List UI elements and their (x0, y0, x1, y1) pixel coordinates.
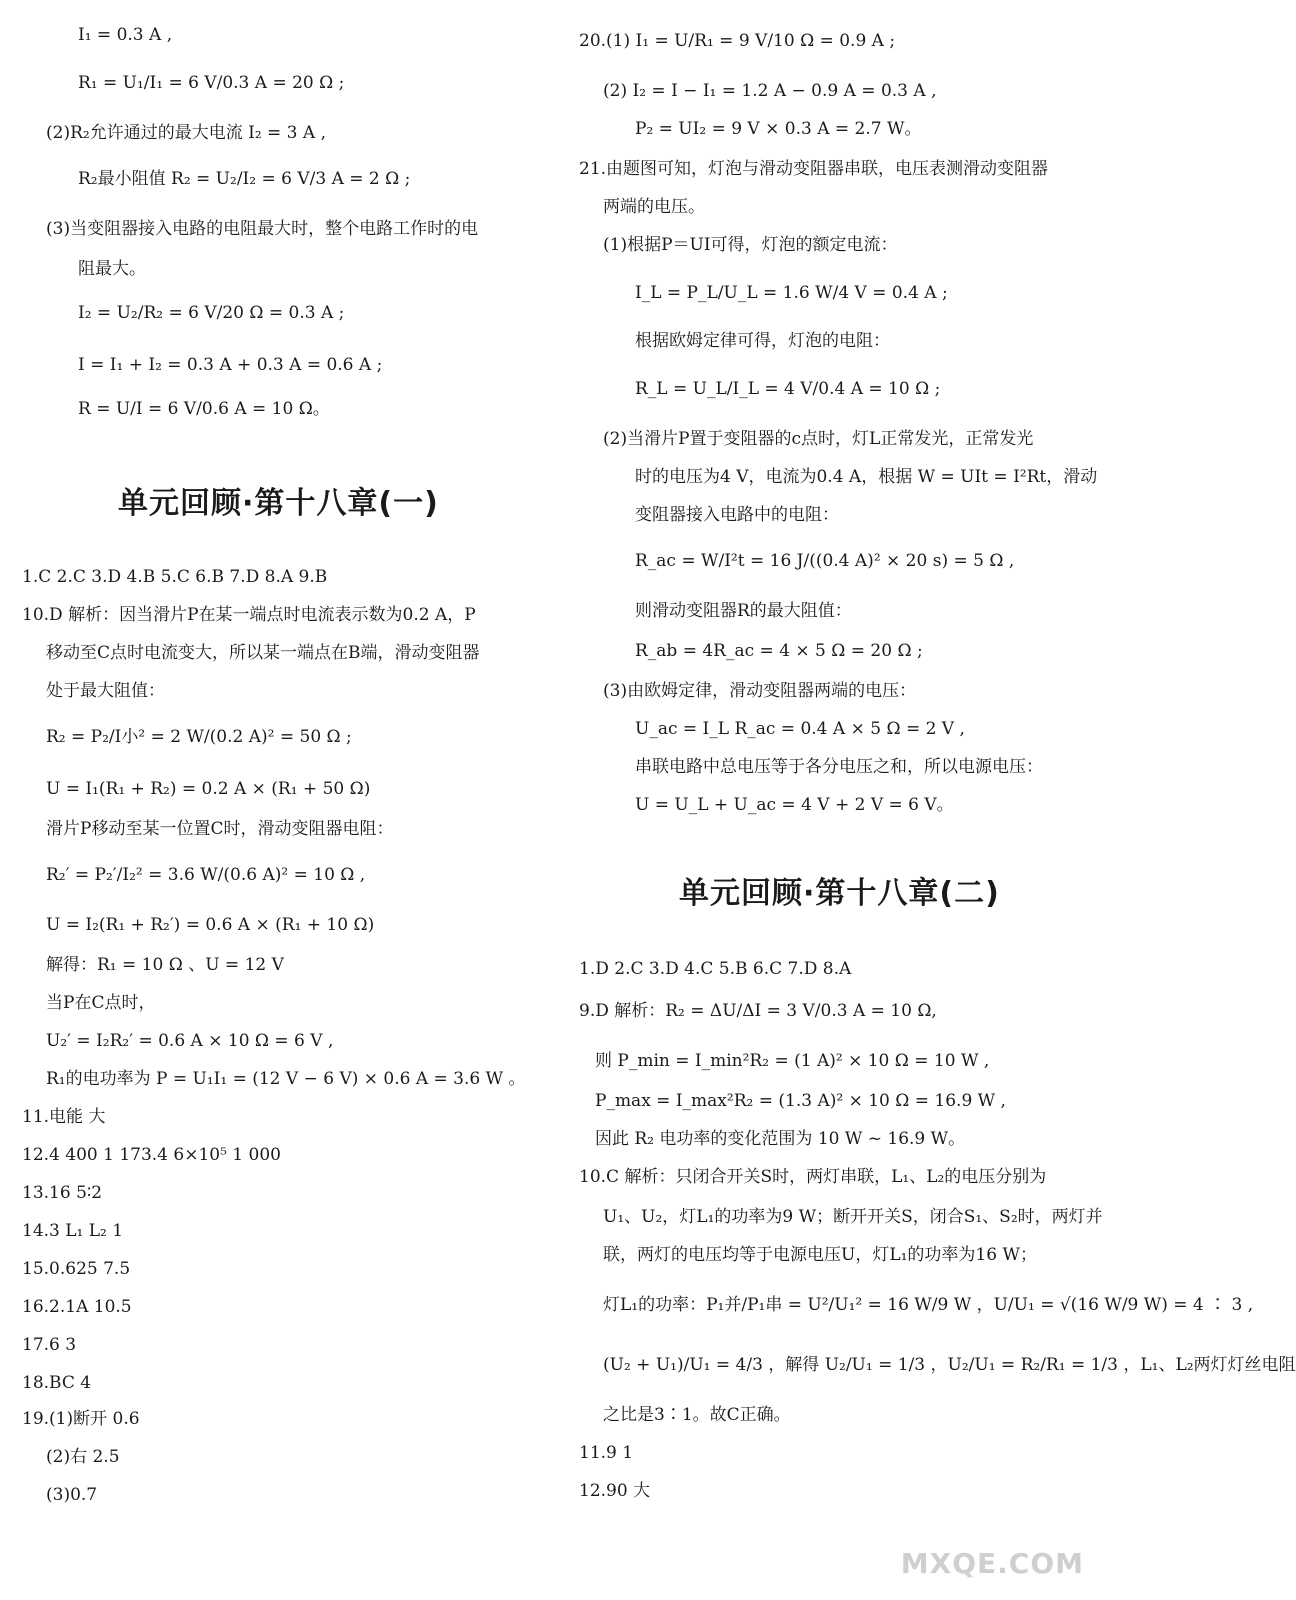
answer-line: 之比是3∶1。故C正确。 (603, 1405, 791, 1425)
text-line: 20.(1) I₁ = U/R₁ = 9 V/10 Ω = 0.9 A ; (579, 31, 896, 51)
text-line: R_ac = W/I²t = 16 J/((0.4 A)² × 20 s) = 5 Ω , (635, 551, 1015, 571)
answer-line: 移动至C点时电流变大，所以某一端点在B端，滑动变阻器 (46, 643, 480, 663)
text-line: U = U_L + U_ac = 4 V + 2 V = 6 V。 (635, 795, 954, 815)
answer-line: R₂ = P₂/I小² = 2 W/(0.2 A)² = 50 Ω ; (46, 727, 352, 747)
answer-line: 14.3 L₁ L₂ 1 (22, 1221, 124, 1241)
text-line: I = I₁ + I₂ = 0.3 A + 0.3 A = 0.6 A ; (78, 355, 383, 375)
answer-line: R₂′ = P₂′/I₂² = 3.6 W/(0.6 A)² = 10 Ω , (46, 865, 366, 885)
answer-line: 9.D 解析：R₂ = ΔU/ΔI = 3 V/0.3 A = 10 Ω, (579, 1001, 937, 1021)
text-line: (3)当变阻器接入电路的电阻最大时，整个电路工作时的电 (46, 219, 479, 239)
answer-line: (3)0.7 (46, 1485, 98, 1505)
text-line: 则滑动变阻器R的最大阻值： (635, 601, 852, 621)
answer-line: 16.2.1A 10.5 (22, 1297, 132, 1317)
text-line: 阻最大。 (78, 259, 146, 279)
text-line: 时的电压为4 V，电流为0.4 A，根据 W = UIt = I²Rt，滑动 (635, 467, 1098, 487)
text-line: 两端的电压。 (603, 197, 705, 217)
answer-line: 12.90 大 (579, 1481, 651, 1501)
text-line: R_L = U_L/I_L = 4 V/0.4 A = 10 Ω ; (635, 379, 941, 399)
text-line: 21.由题图可知，灯泡与滑动变阻器串联，电压表测滑动变阻器 (579, 159, 1049, 179)
text-line: R = U/I = 6 V/0.6 A = 10 Ω。 (78, 399, 330, 419)
answer-line: U = I₁(R₁ + R₂) = 0.2 A × (R₁ + 50 Ω) (46, 779, 371, 799)
text-line: I₁ = 0.3 A , (78, 25, 173, 45)
answer-line: U₁、U₂，灯L₁的功率为9 W；断开开关S，闭合S₁、S₂时，两灯并 (603, 1207, 1103, 1227)
answer-line: 17.6 3 (22, 1335, 77, 1355)
text-line: (3)由欧姆定律，滑动变阻器两端的电压： (603, 681, 917, 701)
text-line: (1)根据P＝UI可得，灯泡的额定电流： (603, 235, 898, 255)
answer-line: U = I₂(R₁ + R₂′) = 0.6 A × (R₁ + 10 Ω) (46, 915, 375, 935)
answer-line: 13.16 5∶2 (22, 1183, 103, 1203)
answer-line: 处于最大阻值： (46, 681, 165, 701)
answer-line: (U₂ + U₁)/U₁ = 4/3 ，解得 U₂/U₁ = 1/3 ，U₂/U₁ = R₂/R₁ = 1/3 ，L₁、L₂两灯灯丝电阻 (603, 1355, 1296, 1375)
answer-line: 因此 R₂ 电功率的变化范围为 10 W ~ 16.9 W。 (595, 1129, 966, 1149)
section-heading: 单元回顾·第十八章(二) (679, 876, 1000, 911)
answer-line: (2)右 2.5 (46, 1447, 120, 1467)
left-column (0, 0, 550, 1600)
answer-line: 18.BC 4 (22, 1373, 92, 1393)
answer-line: 当P在C点时， (46, 993, 156, 1013)
text-line: R_ab = 4R_ac = 4 × 5 Ω = 20 Ω ; (635, 641, 923, 661)
answer-line: 联，两灯的电压均等于电源电压U，灯L₁的功率为16 W； (603, 1245, 1037, 1265)
text-line: 变阻器接入电路中的电阻： (635, 505, 839, 525)
right-column (565, 0, 1296, 1600)
text-line: I₂ = U₂/R₂ = 6 V/20 Ω = 0.3 A ; (78, 303, 345, 323)
answer-line: 1.D 2.C 3.D 4.C 5.B 6.C 7.D 8.A (579, 959, 852, 979)
answer-line: 11.9 1 (579, 1443, 634, 1463)
answer-line: 11.电能 大 (22, 1107, 106, 1127)
answer-line: 则 P_min = I_min²R₂ = (1 A)² × 10 Ω = 10 W , (595, 1051, 990, 1071)
text-line: P₂ = UI₂ = 9 V × 0.3 A = 2.7 W。 (635, 119, 922, 139)
answer-line: 滑片P移动至某一位置C时，滑动变阻器电阻： (46, 819, 394, 839)
answer-line: 15.0.625 7.5 (22, 1259, 131, 1279)
answer-line: U₂′ = I₂R₂′ = 0.6 A × 10 Ω = 6 V , (46, 1031, 334, 1051)
text-line: (2)R₂允许通过的最大电流 I₂ = 3 A , (46, 123, 326, 143)
section-heading: 单元回顾·第十八章(一) (118, 486, 439, 521)
answer-line: P_max = I_max²R₂ = (1.3 A)² × 10 Ω = 16.9 W , (595, 1091, 1006, 1111)
answer-line: 10.C 解析：只闭合开关S时，两灯串联，L₁、L₂的电压分别为 (579, 1167, 1047, 1187)
answer-line: 12.4 400 1 173.4 6×10⁵ 1 000 (22, 1145, 281, 1165)
answer-line: 解得：R₁ = 10 Ω 、U = 12 V (46, 955, 284, 975)
text-line: U_ac = I_L R_ac = 0.4 A × 5 Ω = 2 V , (635, 719, 965, 739)
answer-line: 灯L₁的功率：P₁并/P₁串 = U²/U₁² = 16 W/9 W ，U/U₁ = √(16 W/9 W) = 4 ∶ 3 , (603, 1295, 1254, 1315)
text-line: (2)当滑片P置于变阻器的c点时，灯L正常发光，正常发光 (603, 429, 1034, 449)
answer-line: R₁的电功率为 P = U₁I₁ = (12 V − 6 V) × 0.6 A = 3.6 W 。 (46, 1069, 526, 1089)
watermark-logo: MXQE.COM (900, 1547, 1084, 1580)
text-line: I_L = P_L/U_L = 1.6 W/4 V = 0.4 A ; (635, 283, 948, 303)
text-line: (2) I₂ = I − I₁ = 1.2 A − 0.9 A = 0.3 A , (603, 81, 937, 101)
text-line: 根据欧姆定律可得，灯泡的电阻： (635, 331, 890, 351)
text-line: R₂最小阻值 R₂ = U₂/I₂ = 6 V/3 A = 2 Ω ; (78, 169, 411, 189)
answer-line: 19.(1)断开 0.6 (22, 1409, 140, 1429)
text-line: R₁ = U₁/I₁ = 6 V/0.3 A = 20 Ω ; (78, 73, 345, 93)
text-line: 串联电路中总电压等于各分电压之和，所以电源电压： (635, 757, 1043, 777)
answer-line: 10.D 解析：因当滑片P在某一端点时电流表示数为0.2 A，P (22, 605, 476, 625)
answer-line: 1.C 2.C 3.D 4.B 5.C 6.B 7.D 8.A 9.B (22, 567, 328, 587)
